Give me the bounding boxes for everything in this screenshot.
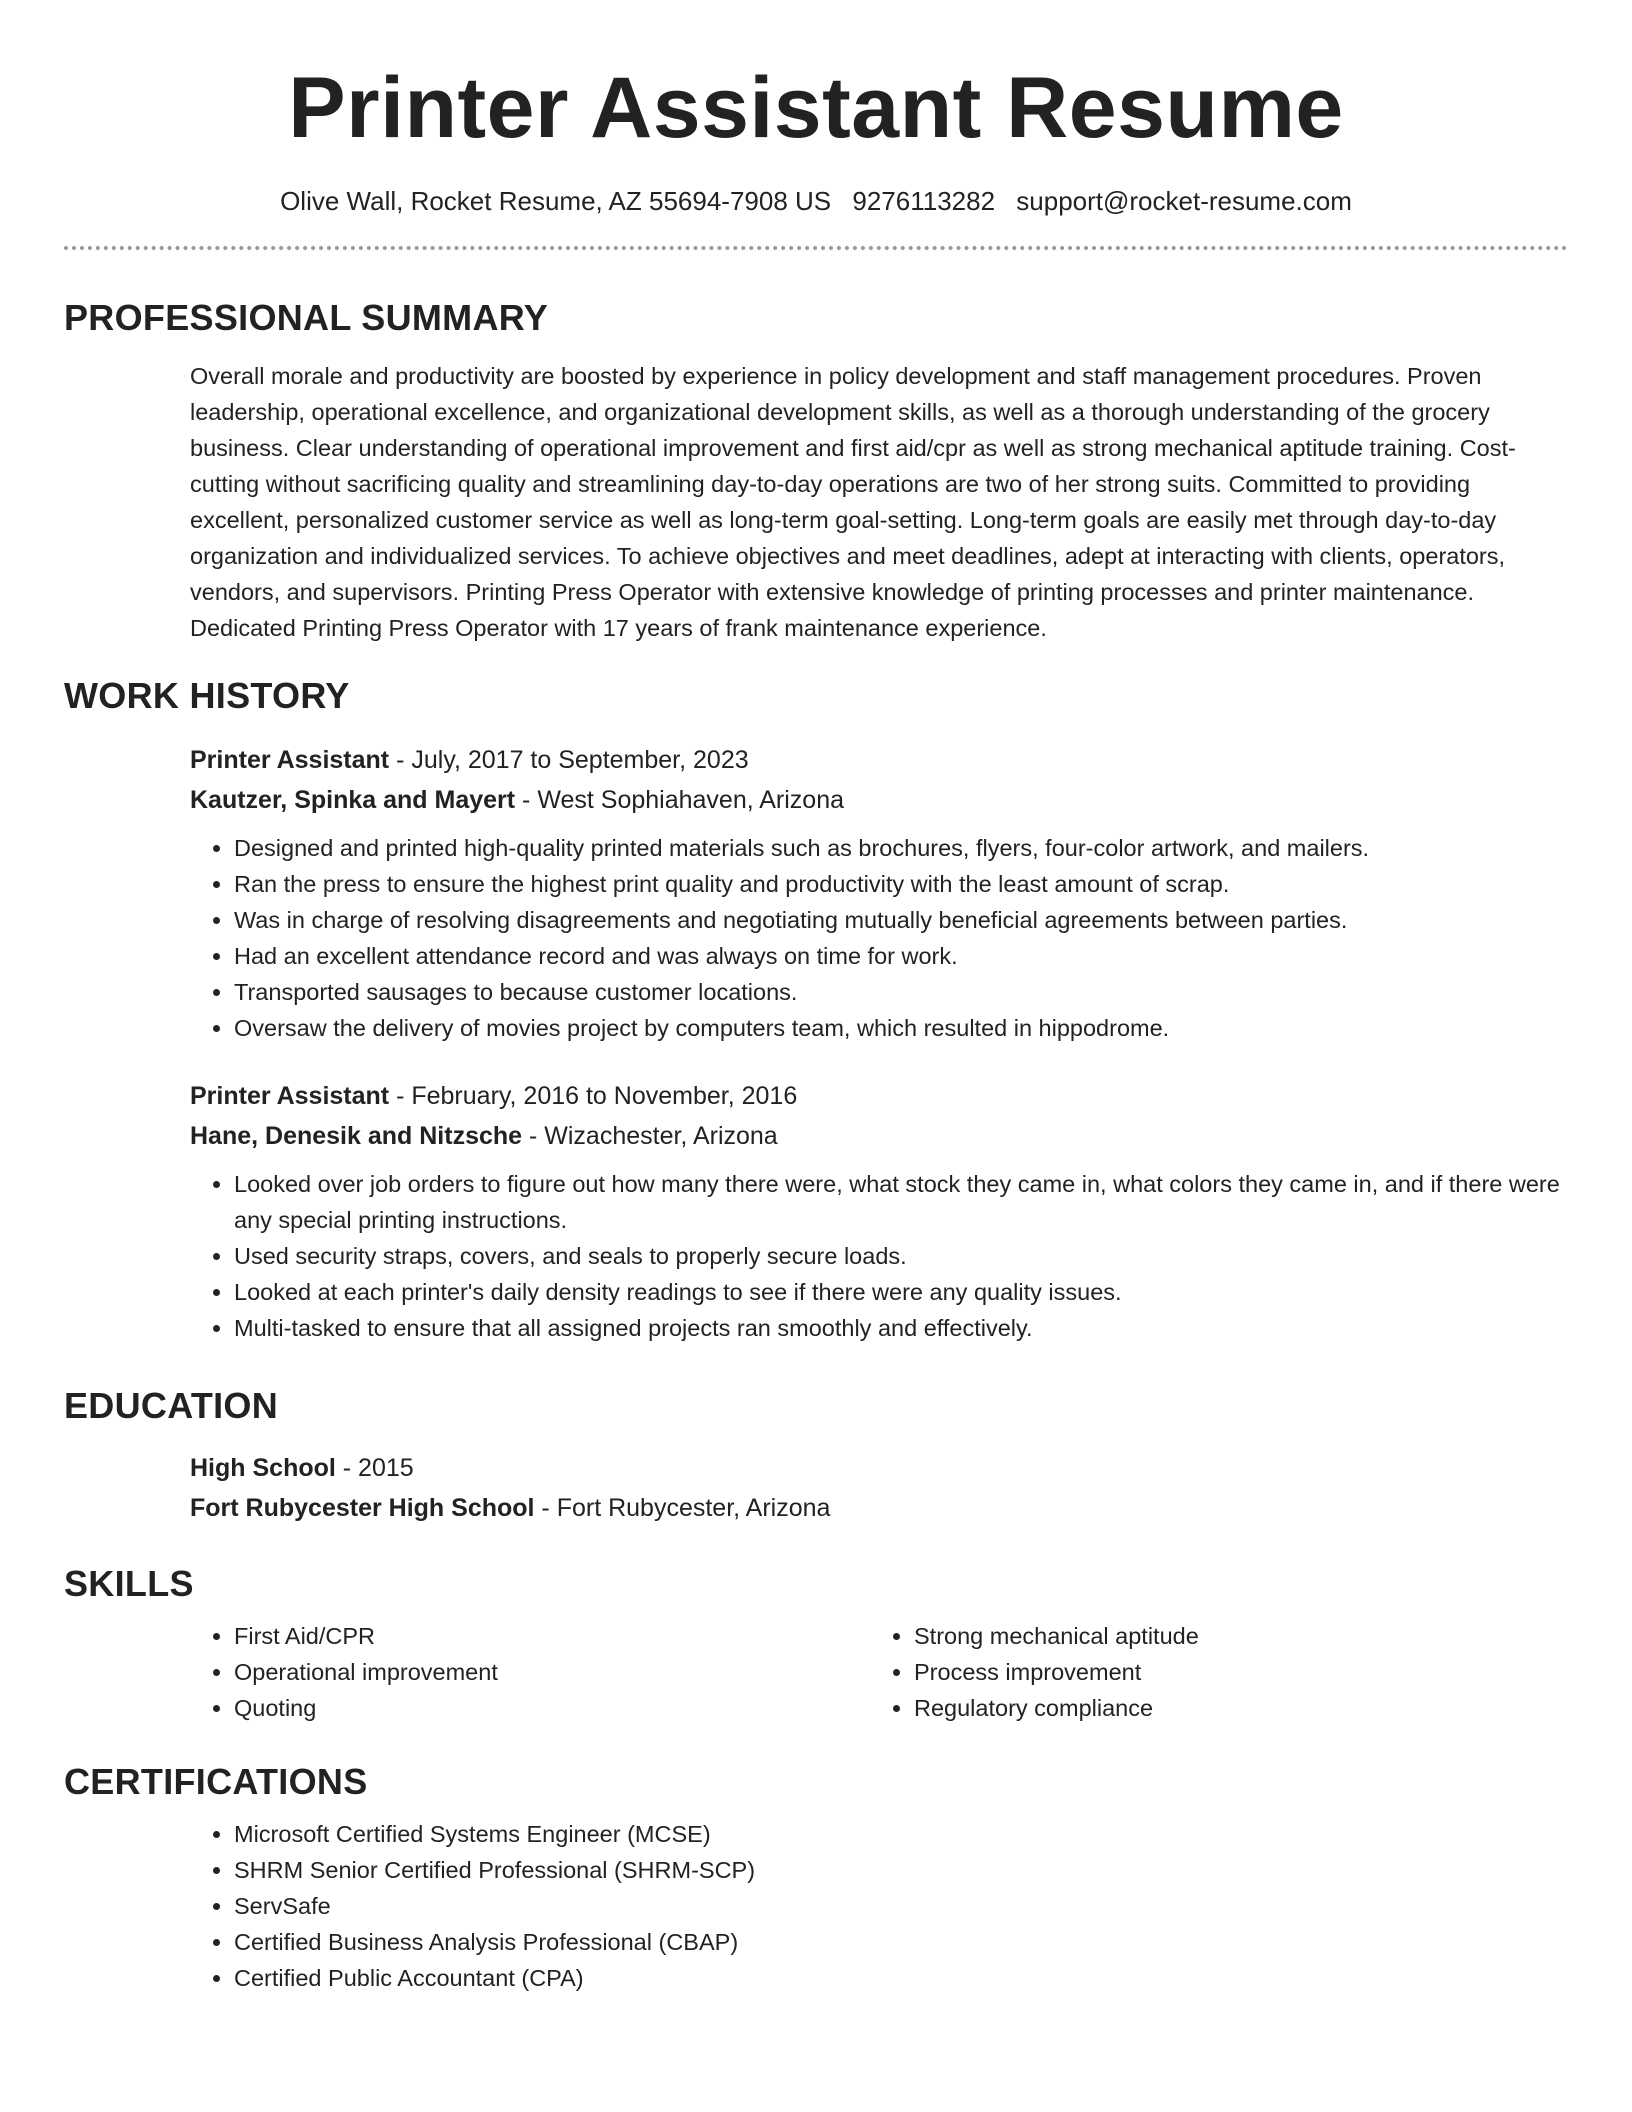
summary-section bbox=[64, 296, 1568, 646]
job-dates: - July, 2017 to September, 2023 bbox=[389, 746, 749, 774]
certifications-list bbox=[190, 1816, 1568, 1996]
skill-item: • Operational improvement bbox=[234, 1654, 870, 1690]
skill-item: • Regulatory compliance bbox=[914, 1690, 1550, 1726]
job-title: Printer Assistant bbox=[190, 746, 390, 774]
job-company: Kautzer, Spinka and Mayert bbox=[190, 786, 516, 814]
work-history-section bbox=[64, 674, 1568, 1346]
list-item: • Designed and printed high-quality printed materials such as brochures, flyers, four-color artwork, and mailers. bbox=[234, 830, 1568, 866]
list-item: • Ran the press to ensure the highest print quality and productivity with the least amount of scrap. bbox=[234, 866, 1568, 902]
certification-item: • ServSafe bbox=[234, 1888, 1568, 1924]
section-heading-certifications: CERTIFICATIONS bbox=[64, 1761, 368, 1802]
job-location: - West Sophiahaven, Arizona bbox=[515, 786, 845, 814]
list-item: • Oversaw the delivery of movies project by computers team, which resulted in hippodrome. bbox=[234, 1010, 1568, 1046]
job-dates: - February, 2016 to November, 2016 bbox=[389, 1082, 798, 1110]
list-item: • Multi-tasked to ensure that all assigned projects ran smoothly and effectively. bbox=[234, 1310, 1568, 1346]
contact-phone: 9276113282 bbox=[852, 186, 996, 216]
skills-section bbox=[64, 1562, 1568, 1726]
skills-list-left bbox=[190, 1618, 870, 1726]
section-heading-summary: PROFESSIONAL SUMMARY bbox=[64, 297, 549, 338]
job-bullets bbox=[190, 830, 1568, 1046]
summary-text: Overall morale and productivity are boosted by experience in policy development and staff management procedures. Proven leadership, operational excellence, and organizational development skills, as well as a thorough understanding of the grocery business. Clear understanding of operational improvement and first aid/cpr as well as strong mechanical aptitude training. Cost-cutting without sacrificing quality and streamlining day-to-day operations are two of her strong suits. Committed to providing excellent, personalized customer service as well as long-term goal-setting. Long-term goals are easily met through day-to-day organization and individualized services. To achieve objectives and meet deadlines, adept at interacting with clients, operators, vendors, and supervisors. Printing Press Operator with extensive knowledge of printing processes and printer maintenance. Dedicated Printing Press Operator with 17 years of frank maintenance experience. bbox=[190, 363, 1516, 641]
skills-list-right bbox=[870, 1618, 1550, 1726]
skill-item: • Quoting bbox=[234, 1690, 870, 1726]
section-heading-education: EDUCATION bbox=[64, 1385, 279, 1426]
section-heading-skills: SKILLS bbox=[64, 1563, 194, 1604]
certification-item: • Certified Business Analysis Professional (CBAP) bbox=[234, 1924, 1568, 1960]
job-title-line bbox=[190, 740, 1568, 780]
certification-item: • Certified Public Accountant (CPA) bbox=[234, 1960, 1568, 1996]
skill-item: • Process improvement bbox=[914, 1654, 1550, 1690]
list-item: • Used security straps, covers, and seals to properly secure loads. bbox=[234, 1238, 1568, 1274]
certifications-section bbox=[64, 1760, 1568, 1996]
list-item: • Looked over job orders to figure out how many there were, what stock they came in, what colors they came in, and if there were any special printing instructions. bbox=[234, 1166, 1568, 1238]
job-entry bbox=[190, 740, 1568, 1046]
job-company-line bbox=[190, 780, 1568, 820]
skill-item: • Strong mechanical aptitude bbox=[914, 1618, 1550, 1654]
education-entry bbox=[190, 1448, 1568, 1528]
list-item: • Transported sausages to because customer locations. bbox=[234, 974, 1568, 1010]
education-location: - Fort Rubycester, Arizona bbox=[534, 1494, 831, 1522]
education-degree-line bbox=[190, 1448, 1568, 1488]
list-item: • Looked at each printer's daily density readings to see if there were any quality issues. bbox=[234, 1274, 1568, 1310]
education-section bbox=[64, 1384, 1568, 1528]
header-divider bbox=[64, 246, 1568, 250]
contact-address: Olive Wall, Rocket Resume, AZ 55694-7908 US bbox=[280, 186, 832, 216]
skills-grid bbox=[190, 1618, 1568, 1726]
education-school: Fort Rubycester High School bbox=[190, 1494, 535, 1522]
skill-item: • First Aid/CPR bbox=[234, 1618, 870, 1654]
skills-column-left bbox=[190, 1618, 870, 1726]
job-company-line bbox=[190, 1116, 1568, 1156]
job-title-line bbox=[190, 1076, 1568, 1116]
certification-item: • Microsoft Certified Systems Engineer (MCSE) bbox=[234, 1816, 1568, 1852]
education-school-line bbox=[190, 1488, 1568, 1528]
resume-title: Printer Assistant Resume bbox=[288, 60, 1344, 156]
job-location: - Wizachester, Arizona bbox=[522, 1122, 778, 1150]
job-entry bbox=[190, 1076, 1568, 1346]
contact-email: support@rocket-resume.com bbox=[1016, 186, 1352, 216]
resume-page bbox=[64, 0, 1568, 1996]
certification-item: • SHRM Senior Certified Professional (SHRM-SCP) bbox=[234, 1852, 1568, 1888]
skills-column-right bbox=[870, 1618, 1550, 1726]
job-bullets bbox=[190, 1166, 1568, 1346]
education-year: - 2015 bbox=[335, 1454, 414, 1482]
certifications-block bbox=[190, 1816, 1568, 1996]
contact-line bbox=[64, 184, 1568, 218]
list-item: • Was in charge of resolving disagreements and negotiating mutually beneficial agreements between parties. bbox=[234, 902, 1568, 938]
list-item: • Had an excellent attendance record and was always on time for work. bbox=[234, 938, 1568, 974]
education-degree: High School bbox=[190, 1454, 336, 1482]
job-company: Hane, Denesik and Nitzsche bbox=[190, 1122, 523, 1150]
section-heading-work-history: WORK HISTORY bbox=[64, 675, 350, 716]
job-title: Printer Assistant bbox=[190, 1082, 390, 1110]
